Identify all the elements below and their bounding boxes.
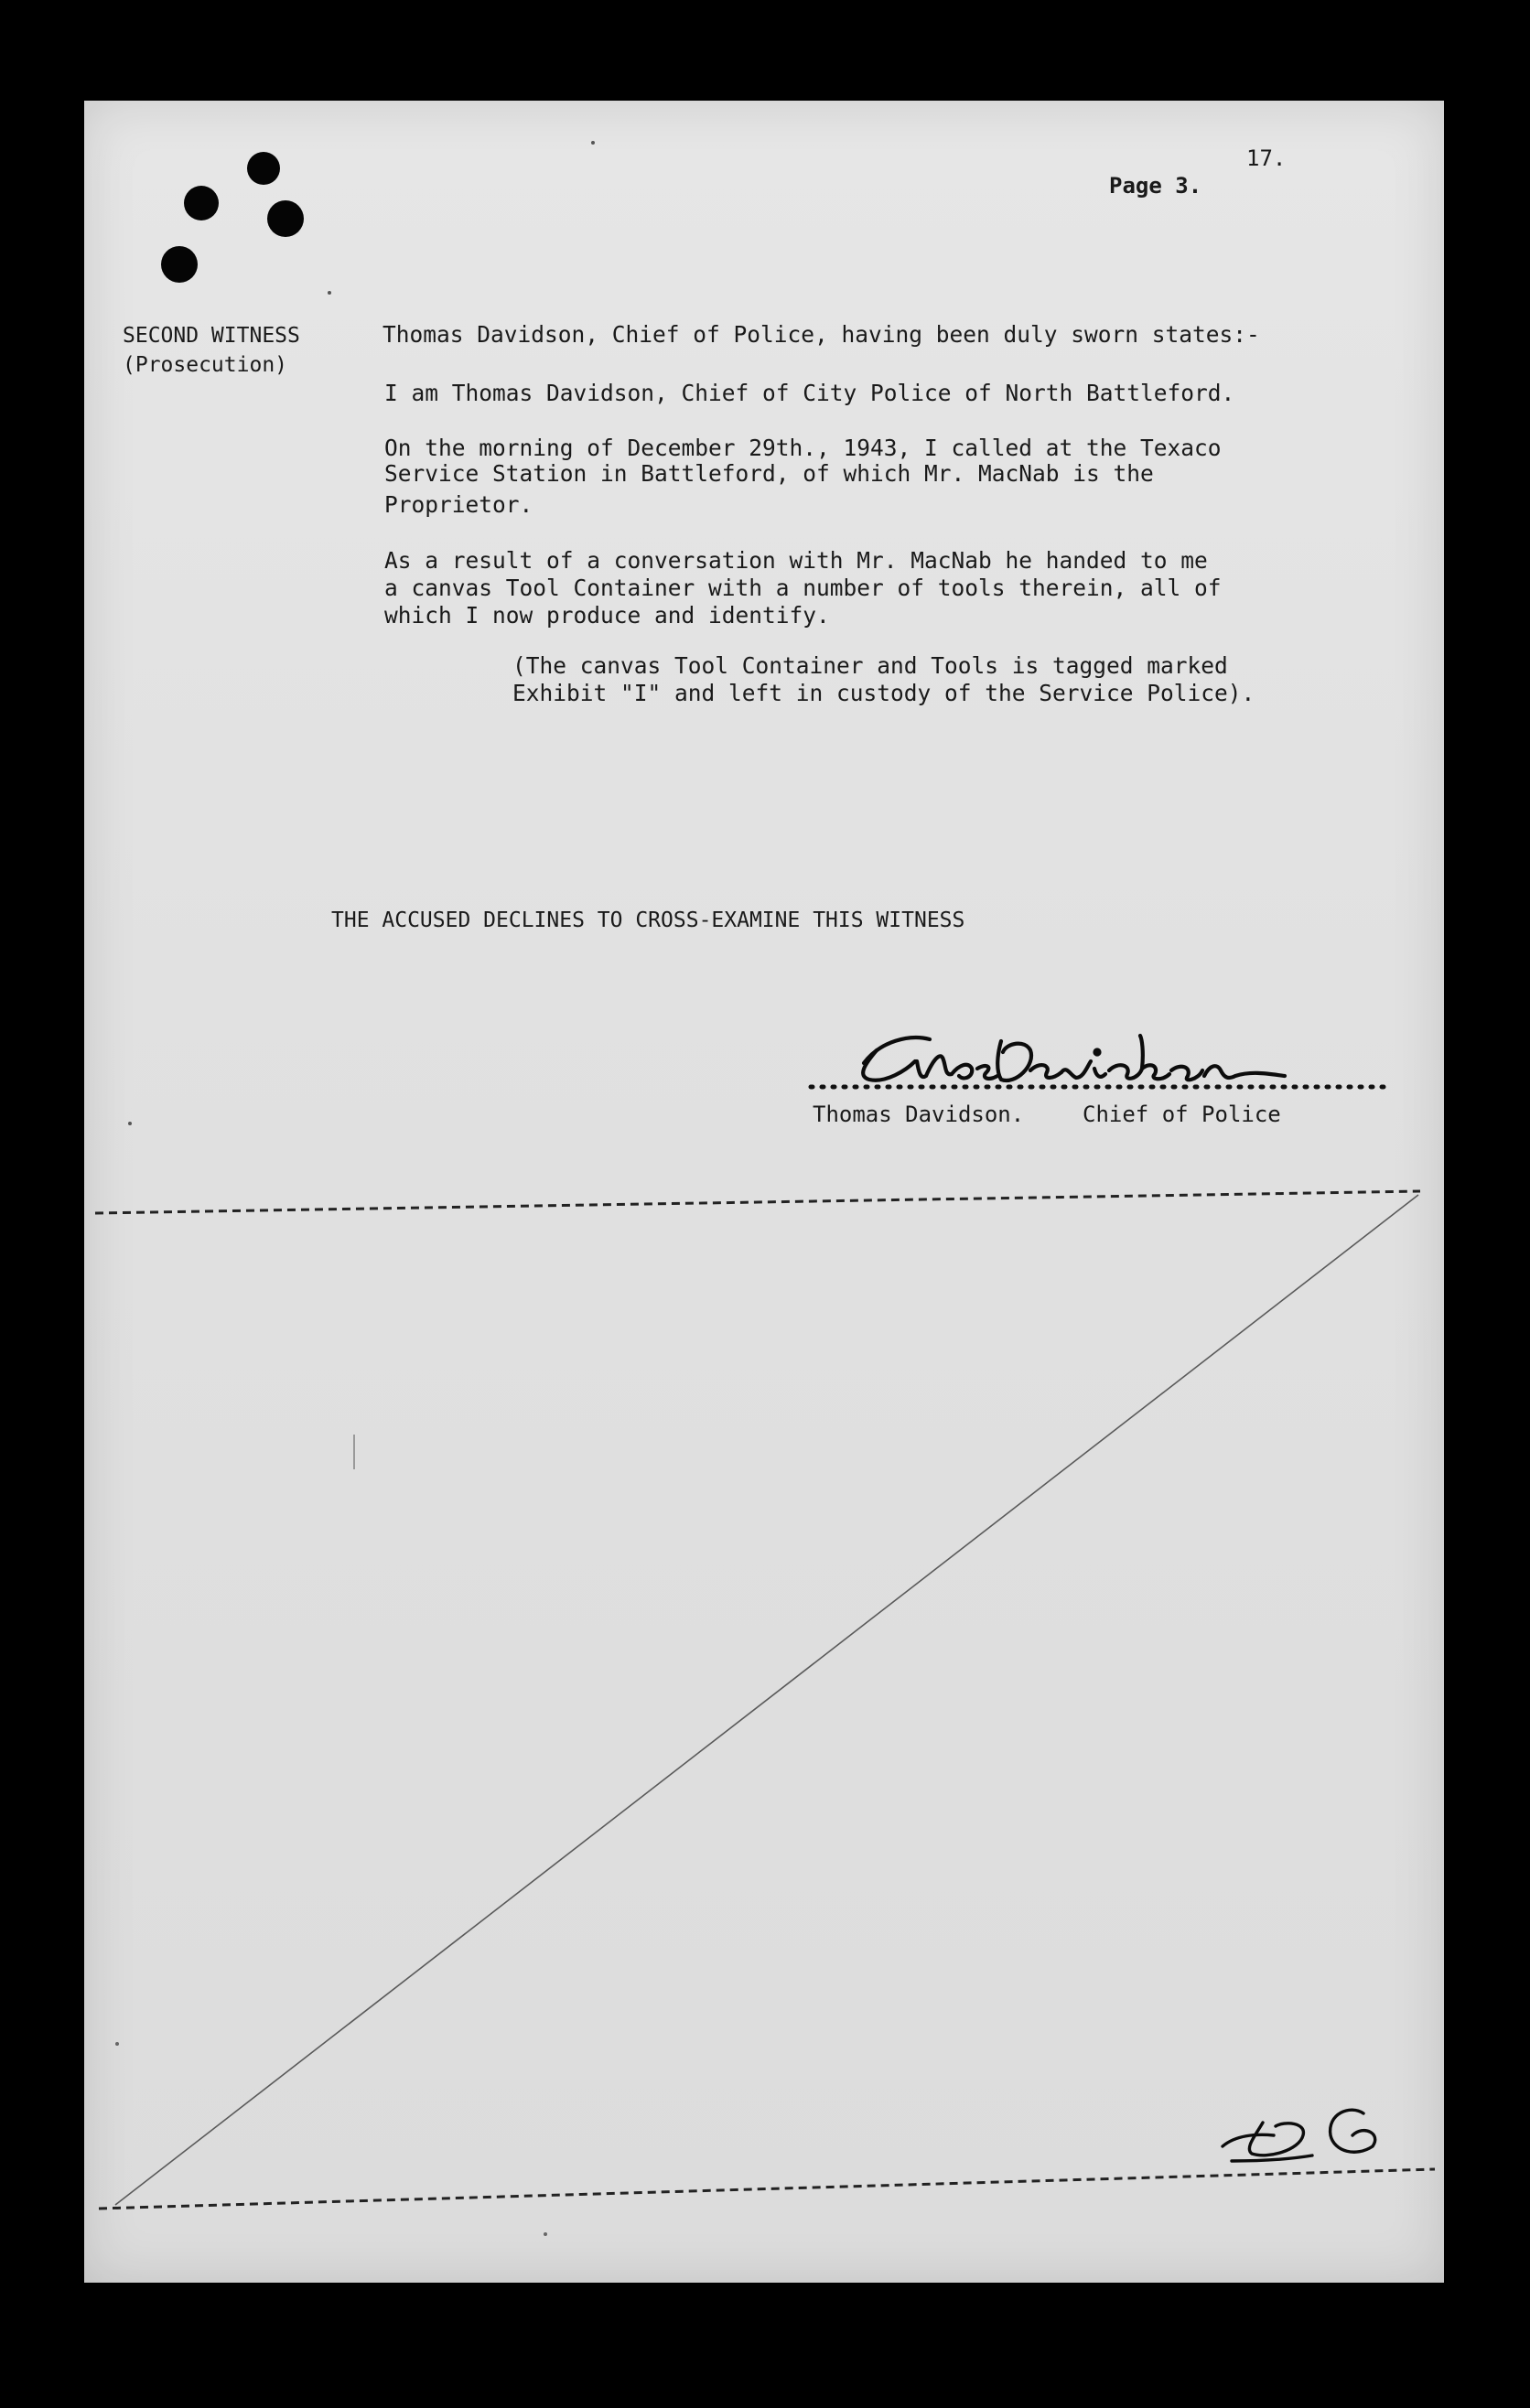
statement-paragraph-2-line: Service Station in Battleford, of which Mr. MacNab is the	[384, 460, 1154, 487]
statement-paragraph-3-line: a canvas Tool Container with a number of tools therein, all of	[384, 575, 1222, 601]
signatory-name: Thomas Davidson.	[813, 1102, 1025, 1127]
diagonal-cancellation-line	[115, 1195, 1418, 2205]
statement-paragraph-2-line: On the morning of December 29th., 1943, I called at the Texaco	[384, 435, 1222, 461]
exhibit-note-line: (The canvas Tool Container and Tools is tagged marked	[512, 652, 1228, 679]
page-label: Page 3.	[1109, 173, 1202, 199]
signatory-title: Chief of Police	[1083, 1102, 1281, 1127]
folio-number: 17.	[1246, 145, 1287, 171]
cross-exam-note: THE ACCUSED DECLINES TO CROSS-EXAMINE THIS WITNESS	[331, 908, 965, 932]
statement-paragraph-1: I am Thomas Davidson, Chief of City Police of North Battleford.	[384, 380, 1235, 406]
statement-paragraph-3-line: As a result of a conversation with Mr. MacNab he handed to me	[384, 547, 1208, 574]
upper-dashed-separator	[95, 1191, 1420, 1213]
sworn-intro: Thomas Davidson, Chief of Police, having been duly sworn states:-	[382, 321, 1260, 348]
handwritten-signature	[863, 1036, 1285, 1080]
handwritten-initials	[1223, 2110, 1375, 2161]
lower-dashed-separator	[99, 2169, 1435, 2209]
exhibit-note-line: Exhibit "I" and left in custody of the Service Police).	[512, 680, 1255, 706]
prosecution-label: (Prosecution)	[123, 353, 288, 377]
statement-paragraph-3-line: which I now produce and identify.	[384, 602, 830, 629]
statement-paragraph-2-line: Proprietor.	[384, 491, 533, 518]
witness-label: SECOND WITNESS	[123, 324, 300, 348]
